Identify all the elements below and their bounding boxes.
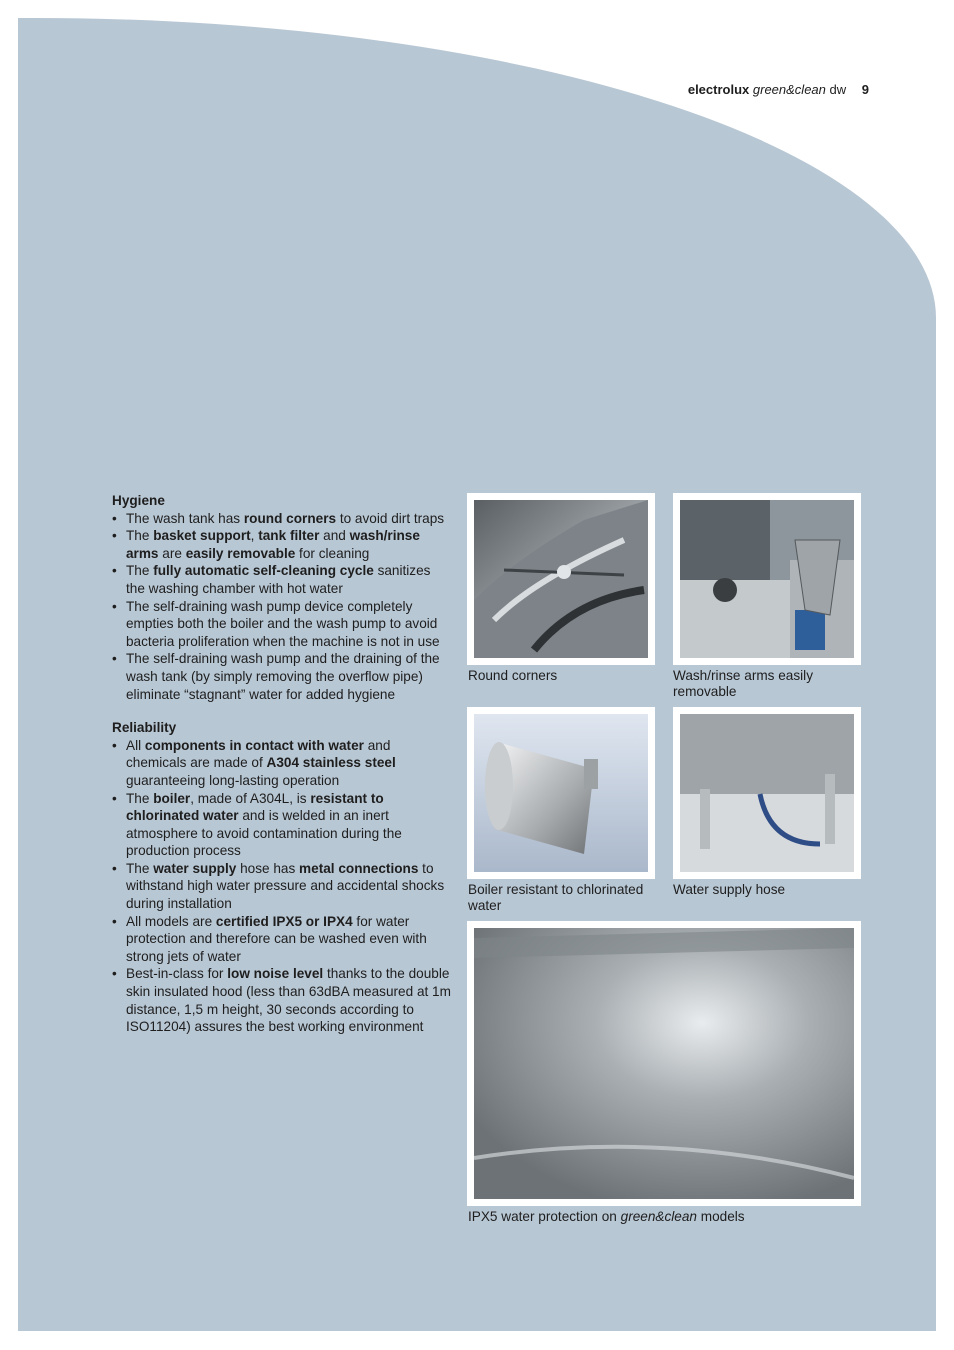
bullet-text-run: to avoid dirt traps — [336, 510, 445, 526]
bullet-text-run: for water protection and therefore can be washed even with strong jets of water — [126, 913, 427, 964]
bullet-text-run: The — [126, 790, 154, 806]
bullet-text-run: boiler — [153, 790, 191, 806]
caption-text-run: models — [696, 1209, 745, 1224]
bullet-item — [112, 527, 452, 562]
bullet-text-run: The — [126, 860, 154, 876]
bullet-text-run: sanitizes the washing chamber with hot water — [126, 563, 431, 596]
page-number: 9 — [861, 82, 869, 97]
reliability-heading: Reliability — [112, 720, 177, 736]
bullet-text-run: The — [126, 528, 154, 544]
bullet-text-run: wash/rinse arms — [126, 528, 420, 561]
bullet-item — [112, 598, 452, 651]
boiler-caption: Boiler resistant to chlorinated water — [468, 882, 644, 913]
bullet-text-run: guaranteeing long-lasting operation — [126, 772, 340, 788]
product-suffix: dw — [829, 82, 847, 97]
running-header — [688, 82, 869, 97]
bullet-item — [112, 562, 452, 597]
bullet-text-run: basket support — [153, 528, 251, 544]
feature-text-column — [112, 492, 452, 1052]
bullet-item — [112, 510, 452, 528]
hygiene-list — [112, 510, 452, 704]
bullet-text-run: round corners — [243, 510, 337, 526]
bullet-text-run: The wash tank has — [126, 510, 244, 526]
arms-caption: Wash/rinse arms easily removable — [673, 668, 813, 699]
bullet-text-run: certified IPX5 or IPX4 — [215, 913, 353, 929]
hygiene-heading: Hygiene — [112, 493, 165, 508]
bullet-text-run: and chemicals are made of — [126, 737, 391, 771]
product-name: green&clean — [752, 82, 826, 97]
bullet-text-run: Best-in-class for — [126, 966, 228, 982]
bullet-text-run: The self-draining wash pump device completely empties both the boiler and the wash pump to avoid bacteria proliferation when the machine is not in use — [126, 598, 440, 649]
supply-hose-photo — [673, 707, 861, 879]
bullet-text-run: water supply — [153, 860, 237, 876]
bullet-text-run: to withstand high water pressure and accidental shocks during installation — [126, 860, 445, 912]
caption-text-run: green&clean — [620, 1209, 697, 1224]
bullet-text-run: A304 stainless steel — [266, 755, 396, 771]
bullet-text-run: low noise level — [227, 966, 324, 982]
ipx5-caption-text — [468, 1209, 745, 1224]
bullet-text-run: , made of A304L, is — [190, 790, 311, 806]
bullet-text-run: are — [158, 545, 186, 561]
bullet-text-run: The self-draining wash pump and the draining of the wash tank (by simply removing the overflow pipe) eliminate “stagnant” water for added hygiene — [126, 651, 440, 702]
caption-text-run: IPX5 water protection on — [468, 1209, 621, 1224]
bullet-text-run: fully automatic self-cleaning cycle — [153, 563, 374, 579]
bullet-text-run: easily removable — [185, 545, 296, 561]
boiler-photo — [467, 707, 655, 879]
reliability-list — [112, 737, 452, 1036]
wash-arms-photo — [673, 493, 861, 665]
hose-caption: Water supply hose — [673, 882, 786, 897]
ipx5-caption — [468, 1209, 862, 1225]
bullet-text-run: and is welded in an inert atmosphere to avoid contamination during the production process — [126, 808, 402, 859]
bullet-item — [112, 790, 452, 860]
round-corners-caption: Round corners — [468, 668, 558, 683]
tank-corners-photo — [467, 493, 655, 665]
bullet-text-run: resistant to chlorinated water — [126, 790, 384, 824]
bullet-text-run: components in contact with water — [144, 737, 364, 753]
bullet-text-run: thanks to the double skin insulated hood (less than 63dBA measured at 1m distance, 1,5 m height, 30 seconds according to ISO11204) assures the best working environment — [126, 966, 451, 1035]
bullet-item — [112, 913, 452, 966]
bullet-text-run: and — [319, 528, 350, 544]
bullet-item — [112, 650, 452, 703]
bullet-text-run: All models are — [126, 913, 216, 929]
bullet-text-run: tank filter — [258, 528, 320, 544]
bullet-item — [112, 860, 452, 913]
brand-name: electrolux — [687, 82, 750, 97]
bullet-text-run: metal connections — [299, 860, 419, 876]
bullet-text-run: All — [126, 737, 145, 753]
bullet-item — [112, 737, 452, 790]
water-jet-photo — [467, 921, 861, 1206]
bullet-text-run: The — [126, 563, 154, 579]
bullet-item — [112, 965, 452, 1035]
bullet-text-run: for cleaning — [295, 545, 370, 561]
bullet-text-run: , — [250, 528, 259, 544]
bullet-text-run: hose has — [236, 860, 300, 876]
